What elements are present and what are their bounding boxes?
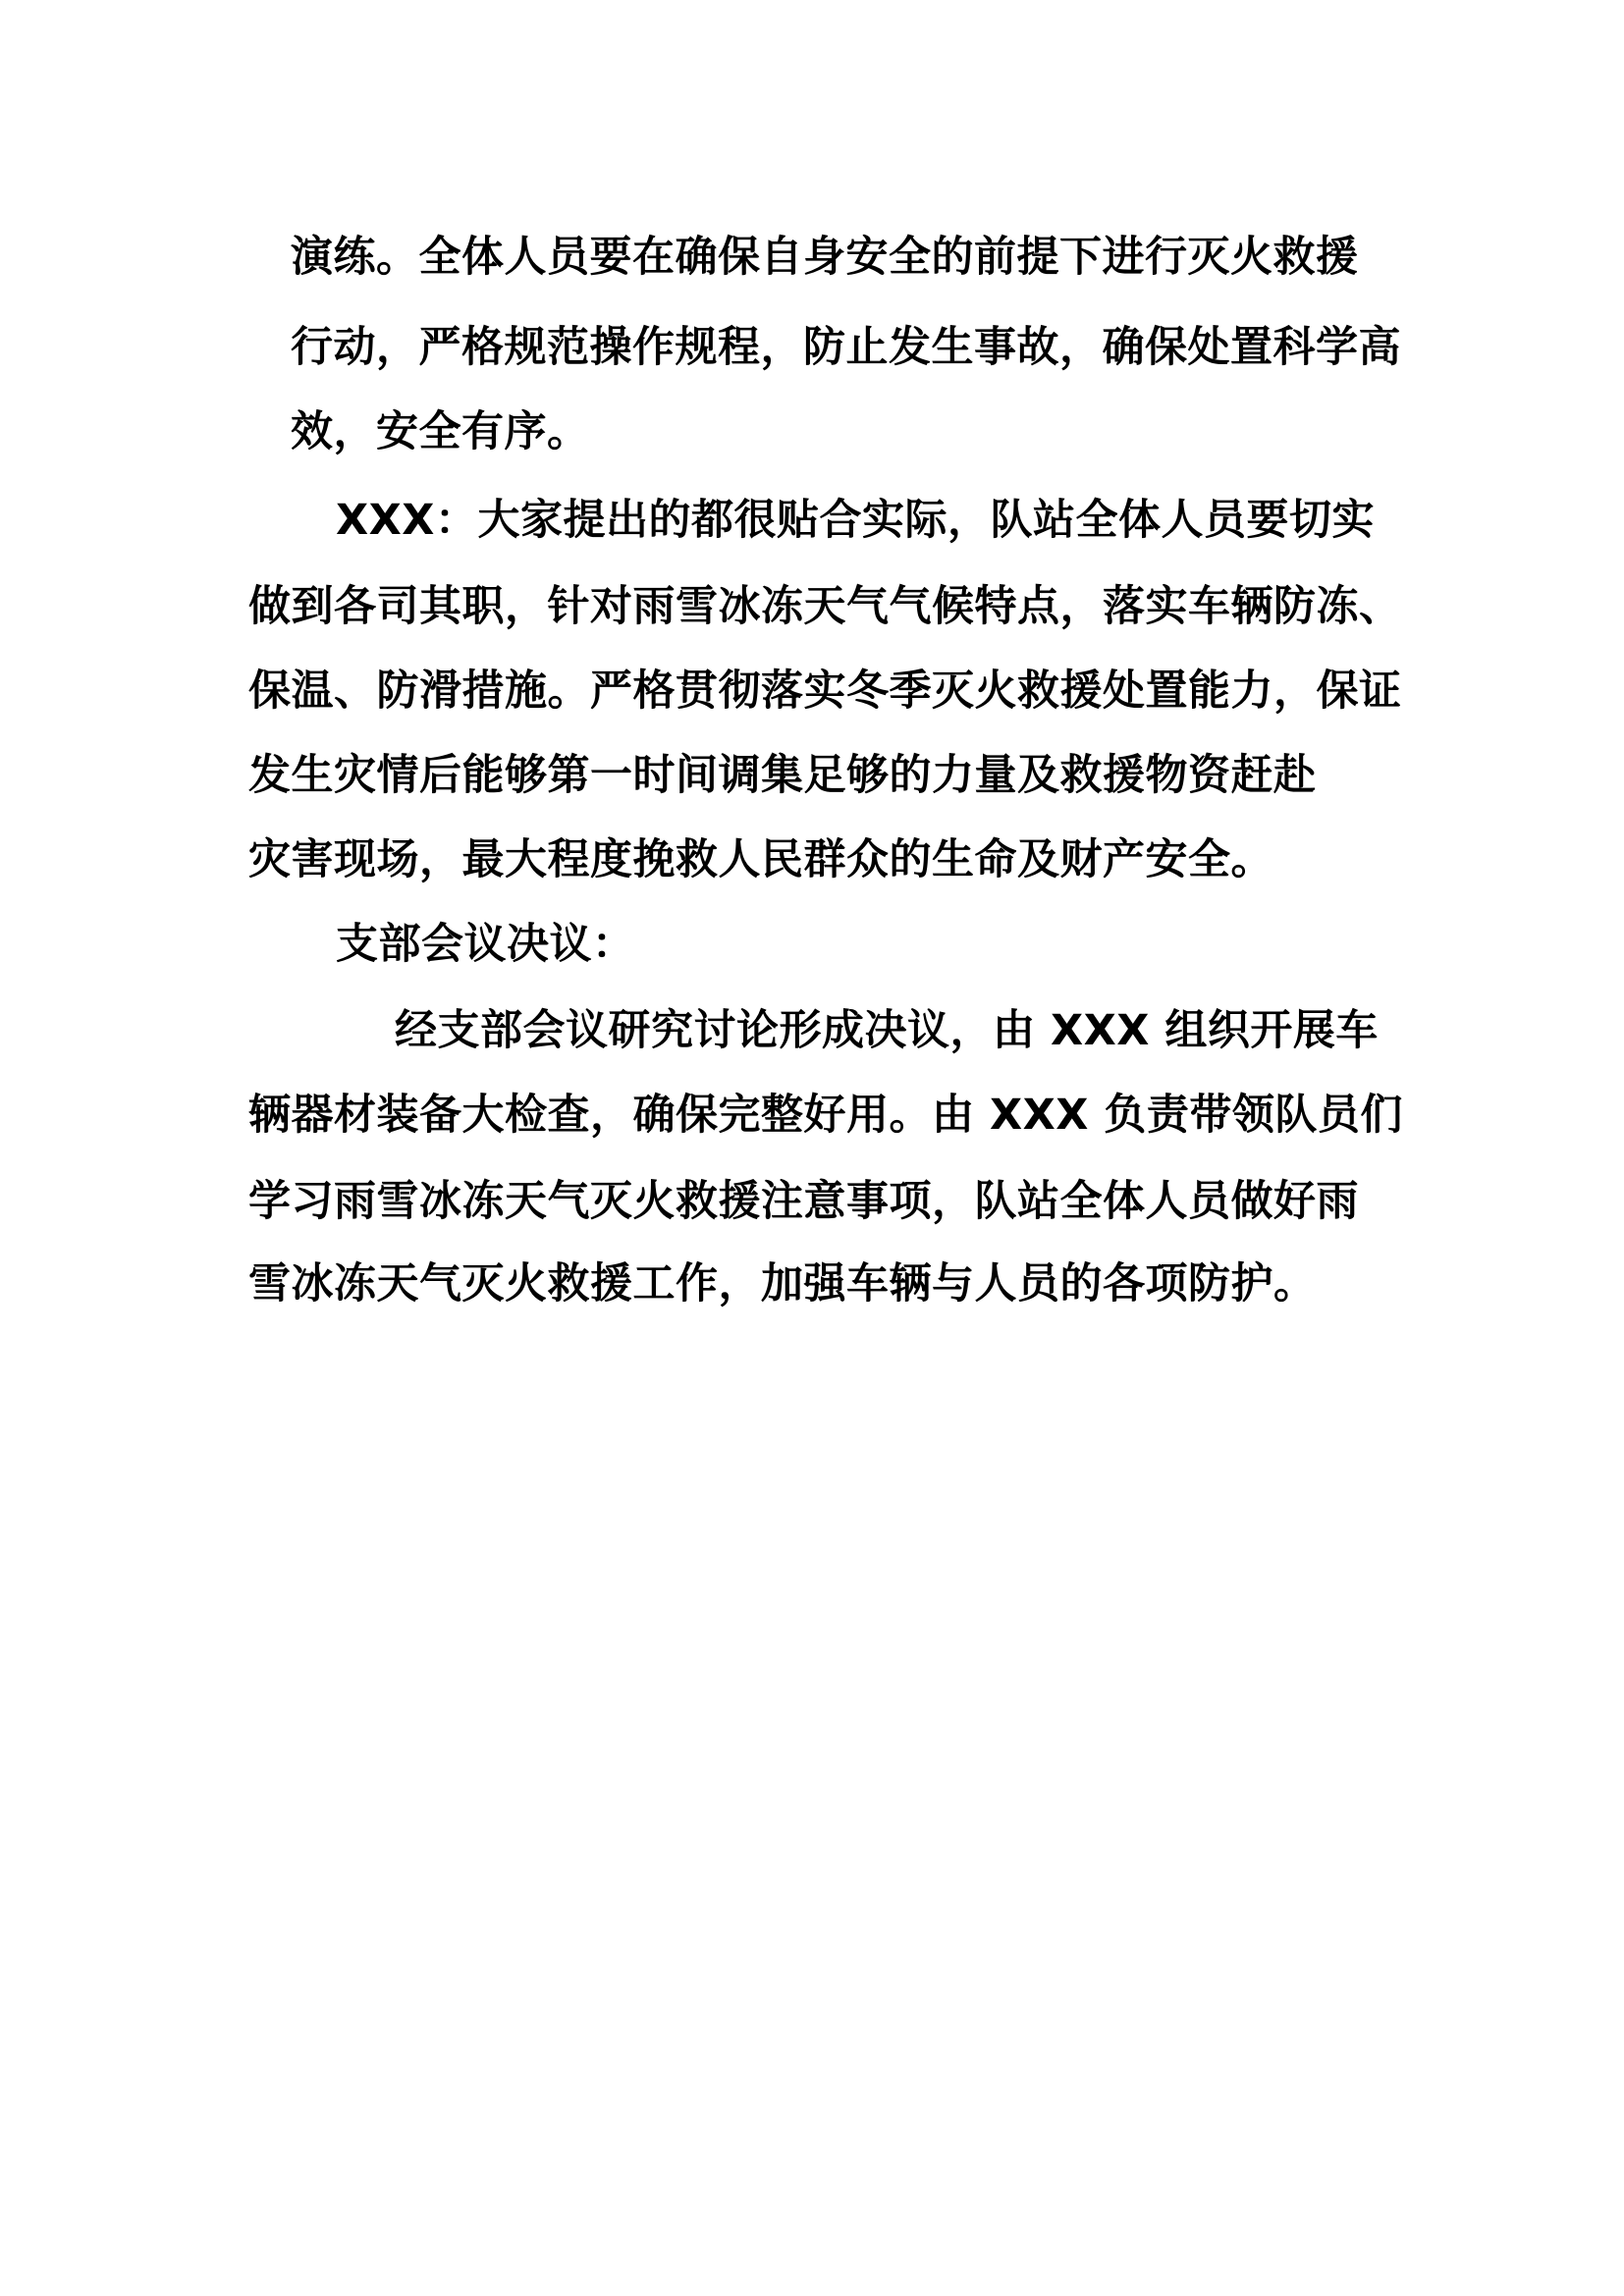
paragraph-2-line-2: 做到各司其职，针对雨雪冰冻天气气候特点，落实车辆防冻、	[248, 582, 1402, 631]
paragraph-3-line-3: 学习雨雪冰冻天气灭火救援注意事项，队站全体人员做好雨	[248, 1177, 1359, 1226]
paragraph-3-line-4: 雪冰冻天气灭火救援工作，加强车辆与人员的各项防护。	[248, 1259, 1317, 1308]
paragraph-3-line-1: 经支部会议研究讨论形成决议，由 XXX 组织开展车	[395, 1006, 1379, 1055]
paragraph-2-line-5: 灾害现场，最大程度挽救人民群众的生命及财产安全。	[248, 835, 1273, 884]
paragraph-1-line-1: 演练。全体人员要在确保自身安全的前提下进行灭火救援	[291, 233, 1359, 282]
paragraph-2-line-4: 发生灾情后能够第一时间调集足够的力量及救援物资赶赴	[248, 751, 1317, 800]
paragraph-2-line-3: 保温、防滑措施。严格贯彻落实冬季灭火救援处置能力，保证	[248, 667, 1402, 716]
paragraph-1-line-3: 效，安全有序。	[291, 407, 590, 456]
paragraph-3-line-2: 辆器材装备大检查，确保完整好用。由 XXX 负责带领队员们	[248, 1091, 1403, 1140]
resolution-heading: 支部会议决议：	[336, 920, 635, 969]
paragraph-2-line-1: XXX：大家提出的都很贴合实际，队站全体人员要切实	[336, 496, 1375, 545]
paragraph-1-line-2: 行动，严格规范操作规程，防止发生事故，确保处置科学高	[291, 323, 1401, 372]
